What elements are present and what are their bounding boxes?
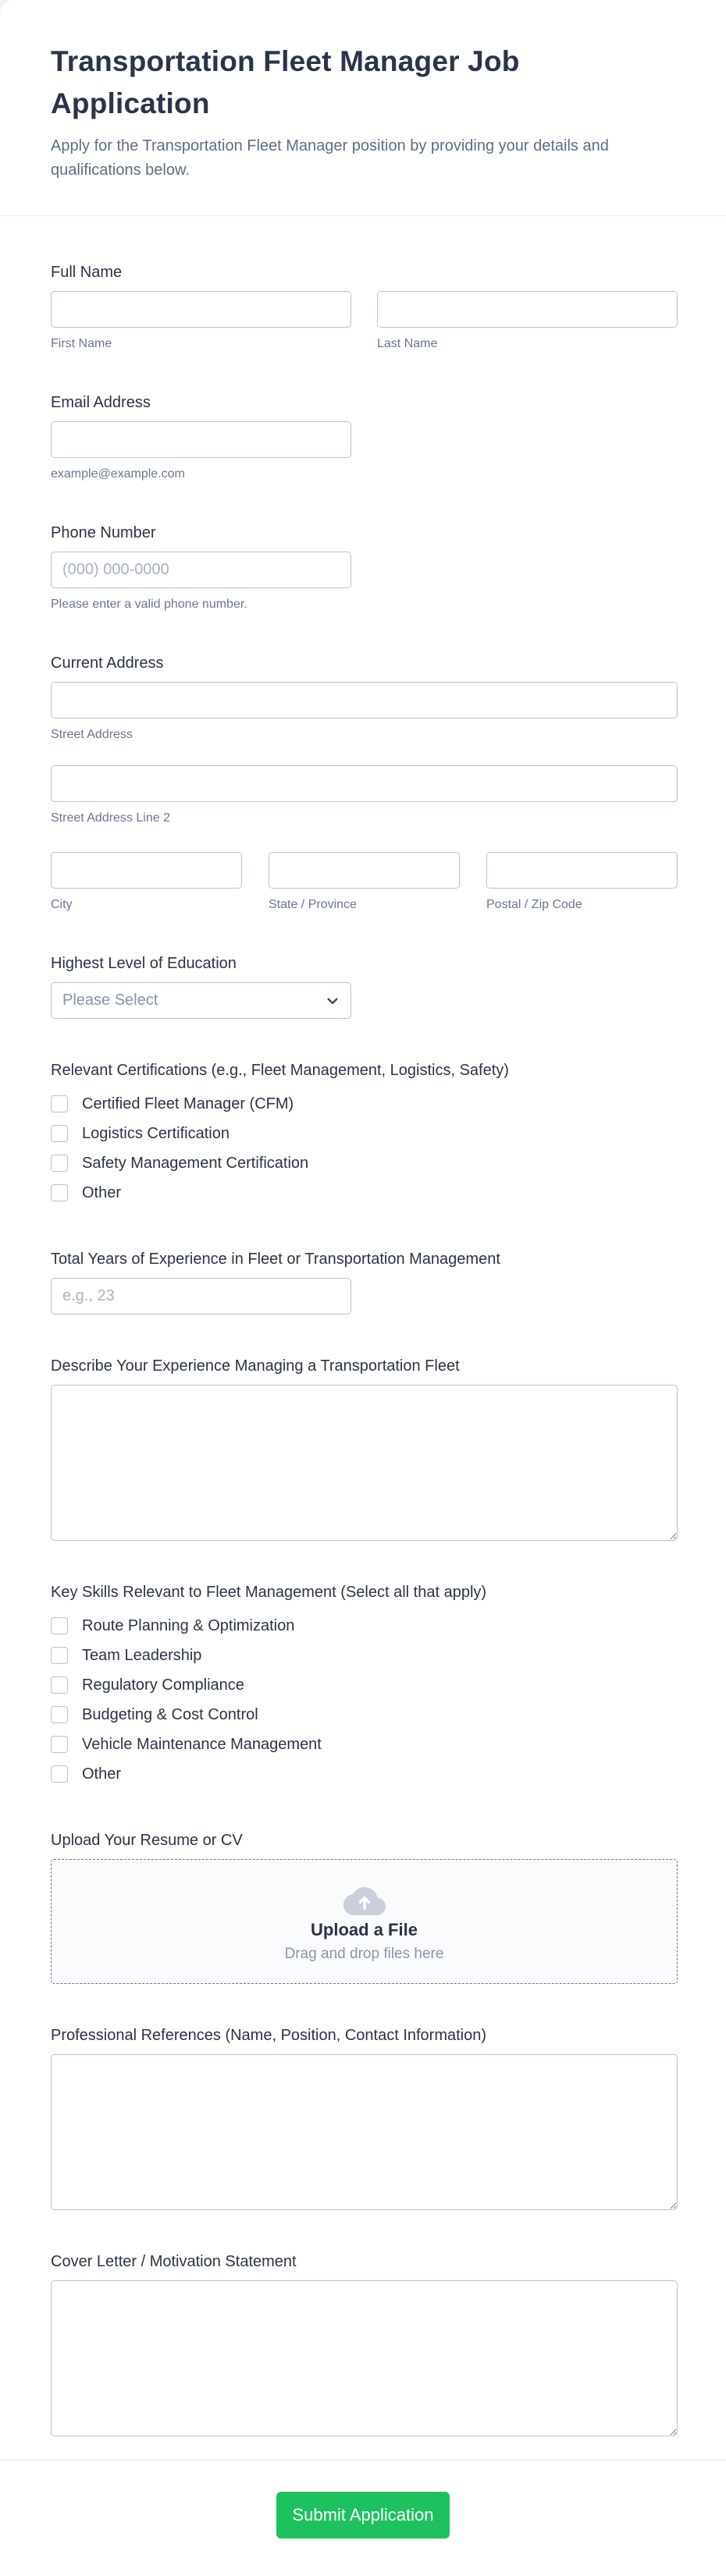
email-label: Email Address — [51, 394, 151, 411]
submit-row — [0, 2461, 726, 2576]
checkbox[interactable] — [51, 1617, 68, 1634]
street-address-line2-input[interactable] — [51, 765, 678, 802]
address-label: Current Address — [51, 655, 164, 672]
skill-option-regulatory-compliance[interactable] — [51, 1670, 678, 1700]
checkbox[interactable] — [51, 1736, 68, 1753]
first-name-input[interactable] — [51, 291, 351, 328]
key-skills-label: Key Skills Relevant to Fleet Management (Select all that apply) — [51, 1584, 487, 1601]
education-select[interactable] — [51, 982, 351, 1019]
phone-label: Phone Number — [51, 524, 156, 541]
checkbox-label: Regulatory Compliance — [82, 1676, 244, 1694]
question-references — [51, 2024, 678, 2210]
phone-sublabel: Please enter a valid phone number. — [51, 598, 247, 611]
upload-file-button-label: Upload a File — [311, 1920, 418, 1939]
checkbox-label: Other — [82, 1765, 122, 1783]
checkbox-label: Team Leadership — [82, 1646, 202, 1664]
certification-option-logistics[interactable] — [51, 1119, 678, 1148]
upload-cloud-icon — [343, 1880, 386, 1915]
question-cover-letter — [51, 2251, 678, 2436]
page-title: Transportation Fleet Manager Job Application — [51, 45, 520, 119]
city-input[interactable] — [51, 852, 242, 889]
checkbox-label: Budgeting & Cost Control — [82, 1705, 258, 1723]
question-current-address — [51, 652, 678, 912]
question-experience-description — [51, 1355, 678, 1541]
checkbox[interactable] — [51, 1706, 68, 1723]
checkbox-label: Route Planning & Optimization — [82, 1616, 295, 1634]
checkbox-label: Logistics Certification — [82, 1124, 230, 1142]
question-key-skills — [51, 1581, 678, 1789]
question-education — [51, 953, 678, 1019]
first-name-sublabel: First Name — [51, 337, 112, 350]
cover-letter-label: Cover Letter / Motivation Statement — [51, 2253, 297, 2270]
file-upload-dropzone[interactable] — [51, 1859, 678, 1984]
skill-option-team-leadership[interactable] — [51, 1641, 678, 1670]
checkbox[interactable] — [51, 1184, 68, 1201]
header-divider — [0, 215, 726, 216]
skill-option-other[interactable] — [51, 1759, 678, 1789]
email-input[interactable] — [51, 421, 351, 458]
certifications-options — [51, 1089, 678, 1208]
checkbox[interactable] — [51, 1125, 68, 1142]
certifications-label: Relevant Certifications (e.g., Fleet Management, Logistics, Safety) — [51, 1062, 509, 1079]
form-body — [0, 261, 726, 2436]
question-email — [51, 392, 678, 481]
cover-letter-textarea[interactable] — [51, 2280, 678, 2436]
page-subtitle: Apply for the Transportation Fleet Manager position by providing your details and qualifications below. — [51, 137, 609, 179]
state-province-sublabel: State / Province — [269, 898, 357, 911]
phone-input[interactable] — [51, 552, 351, 588]
upload-drag-drop-hint: Drag and drop files here — [284, 1946, 444, 1962]
checkbox-label: Other — [82, 1183, 122, 1201]
certification-option-cfm[interactable] — [51, 1089, 678, 1119]
email-sublabel: example@example.com — [51, 467, 185, 481]
postal-zip-sublabel: Postal / Zip Code — [486, 898, 582, 911]
checkbox[interactable] — [51, 1765, 68, 1783]
last-name-sublabel: Last Name — [377, 337, 438, 350]
skill-option-route-planning[interactable] — [51, 1611, 678, 1641]
last-name-input[interactable] — [377, 291, 678, 328]
street-address-sublabel: Street Address — [51, 728, 133, 741]
experience-years-label: Total Years of Experience in Fleet or Transportation Management — [51, 1251, 500, 1268]
certification-option-other[interactable] — [51, 1178, 678, 1208]
question-resume-upload — [51, 1829, 678, 1984]
key-skills-options — [51, 1611, 678, 1789]
chevron-down-icon — [326, 994, 340, 1008]
full-name-label: Full Name — [51, 264, 123, 281]
checkbox[interactable] — [51, 1647, 68, 1664]
question-certifications — [51, 1059, 678, 1208]
street-address-input[interactable] — [51, 682, 678, 719]
experience-description-label: Describe Your Experience Managing a Transportation Fleet — [51, 1357, 460, 1375]
experience-description-textarea[interactable] — [51, 1385, 678, 1541]
postal-zip-input[interactable] — [486, 852, 678, 889]
skill-option-vehicle-maintenance[interactable] — [51, 1730, 678, 1759]
experience-years-input[interactable] — [51, 1278, 351, 1315]
question-experience-years — [51, 1248, 678, 1315]
street-address-line2-sublabel: Street Address Line 2 — [51, 811, 170, 825]
skill-option-budgeting[interactable] — [51, 1700, 678, 1730]
checkbox-label: Safety Management Certification — [82, 1154, 309, 1172]
form-header — [0, 0, 726, 183]
question-full-name — [51, 261, 678, 351]
resume-upload-label: Upload Your Resume or CV — [51, 1832, 243, 1849]
submit-application-button[interactable]: Submit Application — [276, 2492, 450, 2539]
references-textarea[interactable] — [51, 2054, 678, 2210]
question-phone — [51, 522, 678, 612]
certification-option-safety[interactable] — [51, 1148, 678, 1178]
education-label: Highest Level of Education — [51, 955, 237, 972]
state-province-input[interactable] — [269, 852, 460, 889]
education-select-value: Please Select — [62, 992, 158, 1009]
references-label: Professional References (Name, Position, Contact Information) — [51, 2027, 487, 2044]
checkbox[interactable] — [51, 1095, 68, 1112]
city-sublabel: City — [51, 898, 73, 911]
checkbox-label: Vehicle Maintenance Management — [82, 1735, 322, 1753]
checkbox[interactable] — [51, 1155, 68, 1172]
checkbox-label: Certified Fleet Manager (CFM) — [82, 1095, 294, 1112]
checkbox[interactable] — [51, 1677, 68, 1694]
